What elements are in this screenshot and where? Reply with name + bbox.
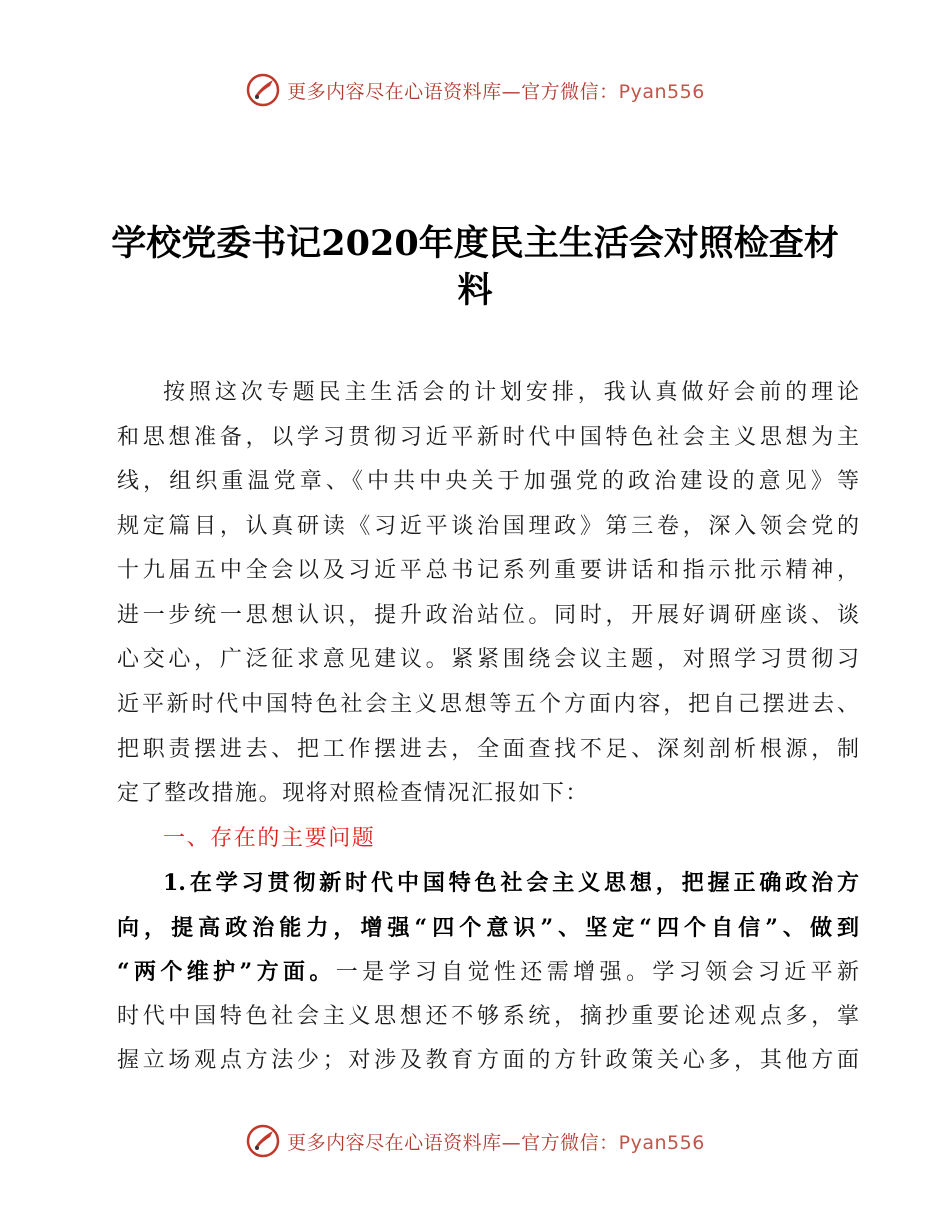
paragraph-line: 按照这次专题民主生活会的计划安排，我认真做好会前的理论 bbox=[163, 380, 859, 405]
banner-text bbox=[287, 77, 705, 104]
paragraph-line: 把职责摆进去、把工作摆进去，全面查找不足、深刻剖析根源，制 bbox=[117, 737, 859, 762]
item-bold-line: 向，提高政治能力，增强“四个意识”、坚定“四个自信”、做到 bbox=[117, 915, 859, 941]
banner-label: 更多内容尽在心语资料库—官方微信： bbox=[287, 1131, 619, 1154]
banner-text bbox=[287, 1128, 705, 1155]
paragraph-line: 规定篇目，认真研读《习近平谈治国理政》第三卷，深入领会党的 bbox=[117, 514, 859, 539]
paragraph-line: 进一步统一思想认识，提升政治站位。同时，开展好调研座谈、谈 bbox=[117, 603, 859, 628]
footer-banner bbox=[0, 1121, 950, 1161]
item-regular-text: 一是学习自觉性还需增强。学习领会习近平新 bbox=[335, 960, 859, 985]
paragraph-line: 十九届五中全会以及习近平总书记系列重要讲话和指示批示精神， bbox=[117, 558, 859, 583]
paragraph-line: 心交心，广泛征求意见建议。紧紧围绕会议主题，对照学习贯彻习 bbox=[117, 647, 859, 672]
paragraph-line: 时代中国特色社会主义思想还不够系统，摘抄重要论述观点多，掌 bbox=[117, 1004, 859, 1029]
paragraph-line: 近平新时代中国特色社会主义思想等五个方面内容，把自己摆进去、 bbox=[117, 692, 859, 717]
item-bold-line: 1.在学习贯彻新时代中国特色社会主义思想，把握正确政治方 bbox=[163, 870, 859, 896]
pen-logo-icon bbox=[245, 72, 281, 108]
title-line-1: 学校党委书记2020年度民主生活会对照检查材 bbox=[111, 223, 839, 264]
paragraph-line: 定了整改措施。现将对照检查情况汇报如下： bbox=[117, 781, 590, 806]
pen-logo-icon bbox=[245, 1123, 281, 1159]
item-bold-text: “两个维护”方面。 bbox=[117, 959, 336, 985]
banner-wechat-id: Pyan556 bbox=[618, 80, 705, 103]
item-mixed-line bbox=[117, 957, 859, 988]
paragraph-line: 和思想准备，以学习贯彻习近平新时代中国特色社会主义思想为主 bbox=[117, 425, 859, 450]
title-line-2: 料 bbox=[457, 270, 493, 311]
header-banner bbox=[0, 70, 950, 110]
banner-wechat-id: Pyan556 bbox=[618, 1131, 705, 1154]
document-title bbox=[110, 220, 840, 314]
paragraph-line: 线，组织重温党章、《中共中央关于加强党的政治建设的意见》等 bbox=[117, 469, 859, 494]
banner-label: 更多内容尽在心语资料库—官方微信： bbox=[287, 80, 619, 103]
section-heading: 一、存在的主要问题 bbox=[163, 826, 376, 851]
paragraph-line: 握立场观点方法少；对涉及教育方面的方针政策关心多，其他方面 bbox=[117, 1048, 859, 1073]
